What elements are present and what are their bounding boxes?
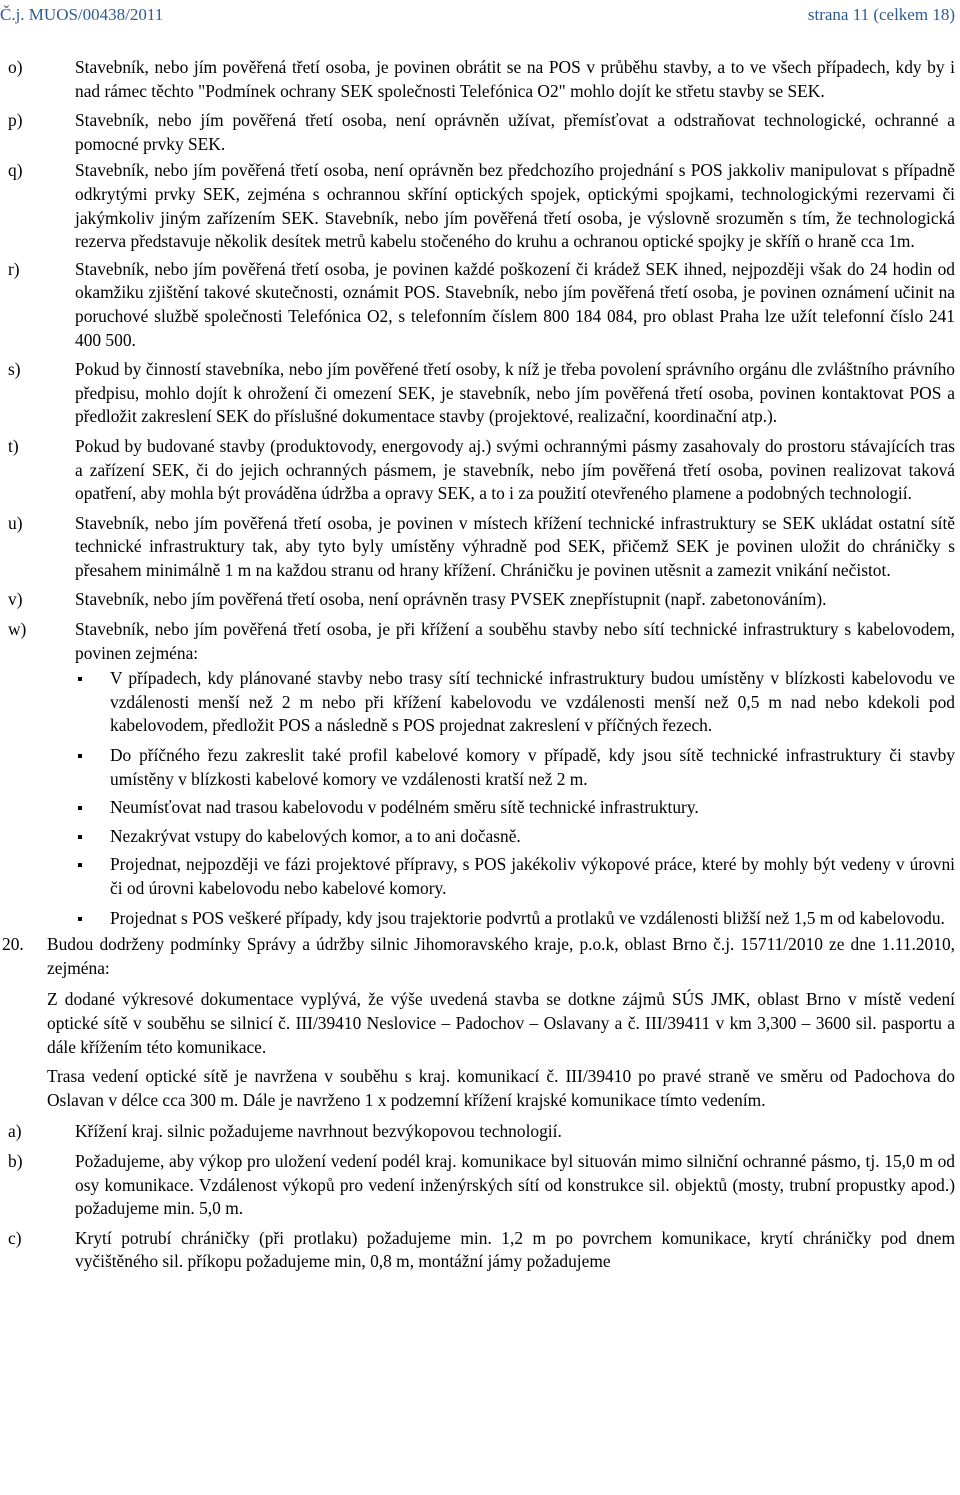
bullet-item (75, 825, 955, 849)
item-label: b) (8, 1150, 23, 1171)
bullet-item (75, 796, 955, 820)
item-text: Stavebník, nebo jím pověřená třetí osoba, je povinen každé poškození či krádež SEK ihned, nejpozději však do 24 hodin od okamžiku zjištění takové skutečnosti, oznámit POS. Stavebník, nebo jím pověřená třetí osoba, je povinen oznámení učinit na poruchové službě společnosti Telefónica O2, s telefonním číslem 800 184 084, pro oblast Praha lze užít telefonní číslo 241 400 500. (75, 258, 955, 350)
item-label: w) (8, 619, 27, 640)
item-label: q) (8, 160, 23, 181)
bullet-square-icon (78, 917, 82, 921)
bullet-list (75, 667, 955, 930)
item-text: Pokud by činností stavebníka, nebo jím pověřené třetí osoby, k níž je třeba povolení správního orgánu dle zvláštního právního předpisu, mohlo dojít k ohrožení či omezení SEK, je stavebník, nebo jím pověřená třetí osoba, povinen kontaktovat POS a předložit zakreslení SEK do příslušné dokumentace stavby (projektové, realizační, koordinační atp.). (75, 359, 955, 427)
bullet-text: V případech, kdy plánované stavby nebo trasy sítí technické infrastruktury budou umístěny v blízkosti kabelovodu ve vzdálenosti menší než 2 m nebo při křížení kabelovodu ve vzdálenosti menší než 0,5 m nad nebo kdekoli pod kabelovodem, předložit POS a následně s POS projednat zakreslení v příčných řezech. (110, 668, 955, 736)
bullet-text: Nezakrývat vstupy do kabelových komor, a to ani dočasně. (110, 825, 521, 846)
list-item (0, 1120, 960, 1144)
item-label: t) (8, 435, 19, 456)
bullet-square-icon (78, 863, 82, 867)
item-label: o) (8, 57, 23, 77)
bullet-text: Projednat s POS veškeré případy, kdy jsou trajektorie podvrtů a protlaků ve vzdálenosti bližší než 1,5 m od kabelovodu. (110, 907, 945, 928)
list-item (0, 588, 960, 612)
bullet-text: Neumísťovat nad trasou kabelovodu v podélném směru sítě technické infrastruktury. (110, 797, 699, 818)
bullet-item (75, 667, 955, 738)
item-text: Stavebník, nebo jím pověřená třetí osoba, je povinen v místech křížení technické infrastruktury se SEK ukládat ostatní sítě technické infrastruktury tak, aby tyto byly umístěny výhradně pod SEK, přičemž SEK je povinen uložit do chráničky s přesahem minimálně 1 m na každou stranu od hrany křížení. Chráničku je povinen utěsnit a zamezit vnikání nečistot. (75, 512, 955, 580)
page-header (0, 0, 960, 30)
list-item (0, 618, 960, 930)
bullet-text: Projednat, nejpozději ve fázi projektové přípravy, s POS jakékoliv výkopové práce, které by mohly být vedeny v úrovni či od úrovni kabelovodu nebo kabelové komory. (110, 854, 955, 898)
list-item (0, 159, 960, 253)
list-item (0, 435, 960, 506)
bullet-item (75, 907, 955, 931)
paragraph: Trasa vedení optické sítě je navržena v souběhu s kraj. komunikací č. III/39410 po pravé straně ve směru od Padochova do Oslavan v délce cca 300 m. Dále je navrženo 1 x podzemní křížení krajské komunikace tímto vedením. (47, 1066, 955, 1110)
item-text: Stavebník, nebo jím pověřená třetí osoba, je povinen obrátit se na POS v průběhu stavby, a to ve všech případech, kdy by i nad rámec těchto "Podmínek ochrany SEK společnosti Telefónica O2" mohlo dojít ke střetu stavby se SEK. (75, 57, 955, 101)
list-item (0, 512, 960, 583)
bullet-square-icon (78, 806, 82, 810)
item-text: Požadujeme, aby výkop pro uložení vedení podél kraj. komunikace byl situován mimo silniční ochranné pásmo, tj. 15,0 m od osy komunikace. Vzdálenost výkopů pro vedení inženýrských sítí od konstrukce sil. objektů (mosty, trubní propustky apod.) požadujeme min. 5,0 m. (75, 1150, 955, 1219)
item-text: Stavebník, nebo jím pověřená třetí osoba, není oprávněn užívat, přemísťovat a odstraňovat technologické, ochranné a pomocné prvky SEK. (75, 110, 955, 154)
item-label: v) (8, 589, 23, 610)
list-item (0, 56, 960, 103)
list-item (0, 258, 960, 352)
item-text: Stavebník, nebo jím pověřená třetí osoba, není oprávněn bez předchozího projednání s POS jakkoliv manipulovat s případně odkrytými prvky SEK, zejména s ochrannou skříní optických spojek, optickými spojkami, technologickými rezervami či jakýmkoliv jiným zařízením SEK. Stavebník, nebo jím pověřená třetí osoba, je výslovně srozuměn s tím, že technologická rezerva představuje několik desítek metrů kabelu stočeného do kruhu a ochranou optické spojky je skříň o hraně cca 1m. (75, 160, 955, 252)
list-item (0, 358, 960, 429)
bullet-item (75, 744, 955, 791)
list-item (0, 1227, 960, 1274)
page-number: strana 11 (celkem 18) (807, 5, 955, 24)
item-text: Pokud by budované stavby (produktovody, energovody aj.) svými ochrannými pásmy zasahovaly do prostoru stávajících tras a zařízení SEK, či do jejich ochranných pásmem, je stavebník, nebo jím pověřená třetí osoba, povinen realizovat taková opatření, aby mohla být prováděna údržba a opravy SEK, a to i za použití otevřeného plamene a podobných technologií. (75, 435, 955, 504)
item-text: Stavebník, nebo jím pověřená třetí osoba, není oprávněn trasy PVSEK znepřístupnit (např. zabetonováním). (75, 589, 827, 610)
list-item (0, 1150, 960, 1221)
item-label: a) (8, 1121, 22, 1142)
item-label: u) (8, 512, 23, 533)
item-label: s) (8, 359, 21, 380)
numbered-section (0, 933, 960, 980)
bullet-text: Do příčného řezu zakreslit také profil kabelové komory v případě, kdy jsou sítě technické infrastruktury či stavby umístěny v blízkosti kabelové komory ve vzdálenosti kratší než 2 m. (110, 745, 955, 789)
bullet-square-icon (78, 754, 82, 758)
bullet-square-icon (78, 677, 82, 681)
item-text: Stavebník, nebo jím pověřená třetí osoba, je při křížení a souběhu stavby nebo sítí technické infrastruktury s kabelovodem, povinen zejména: (75, 619, 955, 663)
document-body (0, 56, 960, 1274)
item-label: p) (8, 110, 23, 131)
document-reference: Č.j. MUOS/00438/2011 (0, 5, 164, 24)
section-text: Budou dodrženy podmínky Správy a údržby silnic Jihomoravského kraje, p.o.k, oblast Brno č.j. 15711/2010 ze dne 1.11.2010, zejména: (47, 934, 955, 978)
section-number: 20. (2, 934, 24, 955)
list-item (0, 109, 960, 156)
item-label: c) (8, 1227, 22, 1248)
paragraph: Z dodané výkresové dokumentace vyplývá, že výše uvedená stavba se dotkne zájmů SÚS JMK, oblast Brno v místě vedení optické sítě v souběhu se silnicí č. III/39410 Neslovice – Padochov – Oslavany a č. III/39411 v km 3,300 – 3600 sil. pasportu a dále křížením této komunikace. (47, 989, 955, 1057)
item-text: Krytí potrubí chráničky (při protlaku) požadujeme min. 1,2 m po povrchem komunikace, krytí chráničky pod dnem vyčištěného sil. příkopu požadujeme min, 0,8 m, montážní jámy požadujeme (75, 1227, 955, 1272)
item-text: Křížení kraj. silnic požadujeme navrhnout bezvýkopovou technologií. (75, 1121, 562, 1142)
bullet-item (75, 853, 955, 900)
item-label: r) (8, 258, 20, 279)
bullet-square-icon (78, 835, 82, 839)
